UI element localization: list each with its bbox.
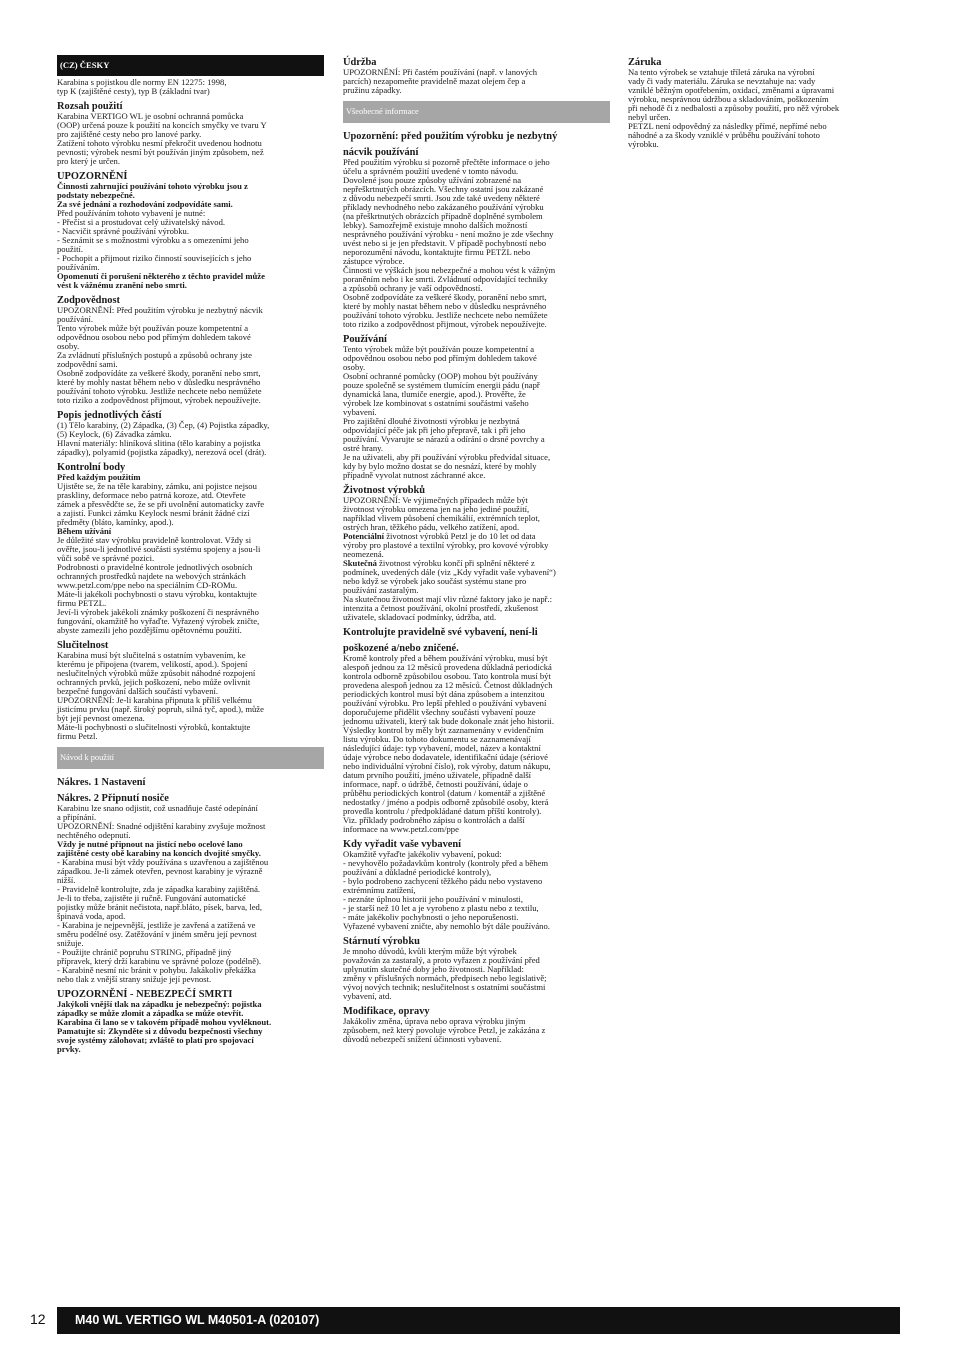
text-line: neomezená.	[343, 549, 384, 559]
text-line: - nevyhovělo požadavkům kontroly (kontroly před a během	[343, 858, 548, 868]
text-line: Podrobnosti o pravidelné kontrole jednotlivých osobních	[57, 562, 253, 572]
text-line: západkou. Je-li zámek otevřen, pevnost karabiny je výrazně	[57, 866, 263, 876]
text-line: typ K (zajištěné cesty), typ B (základní tvar)	[57, 86, 210, 96]
text-line: Činnosti ve výškách jsou nebezpečné a mohou vést k vážným	[343, 265, 556, 275]
text-line: Osobně zodpovídáte za veškeré škody, poranění nebo smrt,	[57, 368, 261, 378]
text-line: snižuje.	[57, 938, 84, 948]
text-line: Zatížení tohoto výrobku nesmí překročit uvedenou hodnotu	[57, 138, 262, 148]
text-line: alespoň jednou za 12 měsíců provedena důkladná periodická	[343, 662, 552, 672]
text-line: být její pevnost omezena.	[57, 713, 145, 723]
text-line: Tento výrobek může být používán pouze kompetentní a	[57, 323, 249, 333]
section-heading: Slučitelnost	[57, 640, 109, 651]
text-line: UPOZORNĚNÍ: Snadné odjištění karabiny zvyšuje možnost	[57, 821, 266, 831]
text-line: směru podélné osy. Zatěžování v jiném směru její pevnost	[57, 929, 257, 939]
text-line: firmu Petzl.	[57, 731, 98, 741]
text-line: odpovědnou osobou nebo pod přímým dohledem takové	[343, 353, 537, 363]
text-line: Vyřazené vybavení zničte, aby nemohlo být dále používáno.	[343, 921, 550, 931]
text-line: Karabina či lano se v takovém případě mohou vyvléknout.	[57, 1017, 272, 1027]
text-line: Jeví-li výrobek jakékoli známky poškození či nesprávného	[57, 607, 259, 617]
text-line: - bylo podrobeno zachycení těžkého pádu nebo vystaveno	[343, 876, 543, 886]
text-line: poraněním nebo i ke smrti. Zvládnutí odpovídající techniky	[343, 274, 548, 284]
section-banner: Návod k použití	[57, 747, 324, 769]
text-line: datum prvního použití, jméno uživatele, případně další	[343, 770, 532, 780]
text-line: nebo když se výrobek jako součást systému stane pro	[343, 576, 527, 586]
text-line: toto riziko a zodpovědnost přijmout, výrobek nepoužívejte.	[57, 395, 261, 405]
text-line: Karabina s pojistkou dle normy EN 12275: 1998,	[57, 77, 227, 87]
text-line: jednomu uživateli, který tak bude dokonale znát jeho historii.	[343, 716, 554, 726]
text-line: nedostatky / jméno a podpis odborně způsobilé osoby, která	[343, 797, 549, 807]
footer-title: M40 WL VERTIGO WL M40501-A (020107)	[75, 1313, 320, 1327]
text-line: jisticímu prvku (např. široký popruh, silná tyč, apod.), může	[57, 704, 264, 714]
text-line: výrobku.	[628, 139, 659, 149]
text-line: používání výrobku. Pro lepší přehled o používání vybavení	[343, 698, 547, 708]
text-line: Hlavní materiály: hliníková slitina (tělo karabiny a pojistka	[57, 438, 261, 448]
text-line: výrobku, nesprávnou údržbou a skladováním, poškozením	[628, 94, 829, 104]
text-line: - Pochopit a přijmout riziko činností souvisejících s jeho	[57, 253, 252, 263]
text-line: uplynutím skutečné doby jeho životnosti. Například:	[343, 964, 524, 974]
text-line: firmu PETZL.	[57, 598, 107, 608]
text-line: ochranných prvků, jejich poškození, nebo může ovlivnit	[57, 677, 251, 687]
text-line: extrémnímu zatížení,	[343, 885, 416, 895]
text-line: prvky.	[57, 1044, 81, 1054]
text-line: průběhu periodických kontrol (datum / komentář a zjištěné	[343, 788, 546, 798]
text-line: - Seznámit se s možnostmi výrobku a s omezeními jeho	[57, 235, 249, 245]
text-line: informace, např. o údržbě, četnosti používání, údaje o	[343, 779, 528, 789]
section-heading: Používání	[343, 334, 387, 345]
text-line: (1) Tělo karabiny, (2) Západka, (3) Čep, (4) Pojistka západky,	[57, 420, 270, 430]
text-line: vést k vážnému zranění nebo smrti.	[57, 280, 187, 290]
section-heading: Údržba	[343, 57, 377, 68]
column-right	[628, 55, 898, 149]
text-line: UPOZORNĚNÍ: Při častém používání (např. v lanových	[343, 67, 538, 77]
section-heading: Upozornění: před použitím výrobku je nezbytný	[343, 131, 558, 142]
column-left	[57, 55, 324, 1054]
text-line: Je důležité stav výrobku pravidelně kontrolovat. Vždy si	[57, 535, 252, 545]
text-line: vůči sobě ve správné pozici.	[57, 553, 155, 563]
text-line: ochranných prostředků najdete na webových stránkách	[57, 571, 246, 581]
text-line: Dovolené jsou pouze způsoby užívání zobrazené na	[343, 175, 522, 185]
text-line: používání tohoto výrobku. Jestliže nechcete nebo nemůžete	[343, 310, 548, 320]
text-run: životnost výrobků Petzl je do 10 let od data	[384, 531, 536, 541]
text-line: používání tohoto výrobku. Jestliže nechcete nebo nemůžete	[57, 386, 262, 396]
section-heading: Záruka	[628, 57, 662, 68]
text-line: Během užívání	[57, 526, 112, 536]
text-line: zodpovědní sami.	[57, 359, 118, 369]
text-line: Na tento výrobek se vztahuje tříletá záruka na výrobní	[628, 67, 815, 77]
text-line: UPOZORNĚNÍ: Před použitím výrobku je nezbytný nácvik	[57, 305, 263, 315]
section-heading: Zodpovědnost	[57, 295, 120, 306]
text-line: Karabina VERTIGO WL je osobní ochranná pomůcka	[57, 111, 244, 121]
column-middle	[343, 55, 610, 1044]
text-line: vybavení.	[343, 407, 377, 417]
text-line: následující údaje: typ vybavení, model, název a kontaktní	[343, 743, 541, 753]
section-heading: Modifikace, opravy	[343, 1006, 430, 1017]
text-line: Vždy je nutné připnout na jistící nebo ocelové lano	[57, 839, 243, 849]
text-line: Osobní ochranné pomůcky (OOP) mohou být používány	[343, 371, 538, 381]
text-line: použití.	[57, 244, 84, 254]
text-line: Ujistěte se, že na těle karabiny, zámku, ani pojistce nejsou	[57, 481, 257, 491]
text-line: důvodů nebezpečí snížení účinnosti vybavení.	[343, 1034, 502, 1044]
text-line: odpovídající péče jak při jeho přepravě, tak i při jeho	[343, 425, 526, 435]
text-line: uvést nebo si je jen představit. V případě pochybností nebo	[343, 238, 547, 248]
text-line: (OOP) určená pouze k použití na koncích smyčky ve tvaru Y	[57, 120, 267, 130]
text-line: vývoj nových technik; neslučitelnost s ostatními součástmi	[343, 982, 546, 992]
text-line: pružinu západky.	[343, 85, 402, 95]
section-heading: Stárnutí výrobku	[343, 936, 420, 947]
text-line: Jakákoliv změna, úprava nebo oprava výrobku jiným	[343, 1016, 526, 1026]
text-line: výrobek lze kombinovat s ostatními součástmi vašeho	[343, 398, 529, 408]
section-heading: Nákres. 2 Připnutí nosiče	[57, 793, 169, 804]
text-run: životnost výrobku končí při splnění některé z	[376, 558, 535, 568]
text-line: kterému je připojena (tvarem, velikostí, apod.). Spojení	[57, 659, 248, 669]
section-heading: Kontrolní body	[57, 462, 126, 473]
text-line: Máte-li jakékoli pochybnosti o stavu výrobku, kontaktujte	[57, 589, 257, 599]
text-line: (5) Keylock, (6) Závadka zámku.	[57, 429, 172, 439]
text-line: svoje systémy zálohovat; zvláště to platí pro spojovací	[57, 1035, 254, 1045]
text-line: které by mohly nastat během nebo v důsledku nesprávného	[343, 301, 547, 311]
text-line: Karabina musí být slučitelná s ostatním vybavením, ke	[57, 650, 246, 660]
text-line: podstaty nebezpečné.	[57, 190, 135, 200]
text-line: životnost výrobku omezena jen na jeho jediné použití,	[343, 504, 530, 514]
text-line: používání.	[57, 314, 94, 324]
text-line: ostré hrany.	[343, 443, 384, 453]
text-line: případně vyvolat nutnost záchranné akce.	[343, 470, 486, 480]
text-line: Je na uživateli, aby při používání výrobku předvídal situace,	[343, 452, 551, 462]
text-line: doporučujeme přidělit všechny součásti vybavení pouze	[343, 707, 536, 717]
text-line: pro zajištěné cesty nebo pro lanové parky.	[57, 129, 202, 139]
section-heading: Životnost výrobků	[343, 485, 426, 496]
text-line: používání. Vyvarujte se nárazů a odírání o drsné povrchy a	[343, 434, 545, 444]
section-heading: nácvik používání	[343, 147, 419, 158]
text-line: UPOZORNĚNÍ: Ve výjimečných případech může být	[343, 495, 528, 505]
text-line: Výsledky kontrol by měly být zaznamenány v evidenčním	[343, 725, 544, 735]
text-line: ostrých hran, těžkého pádu, velkého zatížení, apod.	[343, 522, 520, 532]
text-line: účelu a správném použití uvedené v tomto návodu.	[343, 166, 519, 176]
text-line: listu výrobku. Do tohoto dokumentu se zaznamenávají	[343, 734, 531, 744]
text-line: Pro zajištění dlouhé životnosti výrobku je nezbytná	[343, 416, 520, 426]
text-line: západky se může zlomit a západka se může otevřít.	[57, 1008, 244, 1018]
text-line: - Karabině nesmí nic bránit v pohybu. Jakákoliv překážka	[57, 965, 256, 975]
page-number: 12	[30, 1311, 46, 1327]
text-line: Máte-li pochybnosti o slučitelnosti výrobků, kontaktujte	[57, 722, 251, 732]
language-banner: (CZ) ČESKY	[57, 55, 324, 76]
text-line: Pamatujte si: Zkynděte si z důvodu bezpečnosti všechny	[57, 1026, 263, 1036]
text-line: kdy by bylo možno dostat se do nesnází, které by mohly	[343, 461, 537, 471]
text-line: informace na www.petzl.com/ppe	[343, 824, 459, 834]
text-line: Opomenutí či porušení některého z těchto pravidel může	[57, 271, 265, 281]
text-line: nebyl určen.	[628, 112, 671, 122]
bold-term: Potenciální	[343, 531, 385, 541]
text-line: Tento výrobek může být používán pouze kompetentní a	[343, 344, 535, 354]
text-line: způsobem, než který povoluje výrobce Petzl, je zakázána z	[343, 1025, 546, 1035]
text-line: změny v příslušných normách, předpisech nebo legislativě;	[343, 973, 547, 983]
text-line: - Karabina je nejpevnější, jestliže je zavřená a zatížená ve	[57, 920, 256, 930]
text-line: kontrola odborně způsobilou osobou. Tato kontrola musí být	[343, 671, 551, 681]
footer-bar	[57, 1307, 900, 1334]
text-line: UPOZORNĚNÍ: Je-li karabina připnuta k příliš velkému	[57, 695, 252, 705]
bold-term: Skutečná	[343, 558, 377, 568]
section-heading: poškozené a/nebo zničené.	[343, 643, 459, 654]
text-line: intenzita a četnost používání, okolní prostředí, zkušenost	[343, 603, 539, 613]
text-line: výroby pro plastové a textilní výrobky, pro kovové výrobky	[343, 540, 549, 550]
text-line: - neznáte úplnou historii jeho používání v minulosti,	[343, 894, 523, 904]
text-line: provedena alespoň jednou za 12 měsíců. Četnost důkladných	[343, 680, 553, 690]
text-line: západky), polyamid (pojistka západky), nerezová ocel (drát).	[57, 447, 267, 457]
section-heading: UPOZORNĚNÍ	[57, 171, 128, 182]
text-line: Osobně zodpovídáte za veškeré škody, poranění nebo smrt,	[343, 292, 547, 302]
text-line: Jakýkoli vnější tlak na západku je nebezpečný: pojistka	[57, 999, 262, 1009]
text-line: - Nacvičit správné používání výrobku.	[57, 226, 189, 236]
text-line: pevnosti; výrobek nesmí být používán jiným způsobem, než	[57, 147, 264, 157]
text-line: zámek a přesvědčte se, že se při uvolnění automaticky zavře	[57, 499, 265, 509]
text-line: podmínek, uvedených dále (viz „Kdy vyřadit vaše vybavení“)	[343, 567, 556, 577]
text-line: - Pravidelně kontrolujte, zda je západka karabiny zajištěná.	[57, 884, 261, 894]
text-line: Viz. příklady podrobného zápisu o kontrolách a další	[343, 815, 525, 825]
section-heading: Popis jednotlivých částí	[57, 410, 162, 421]
section-heading: UPOZORNĚNÍ - NEBEZPEČÍ SMRTI	[57, 989, 233, 1000]
text-line: www.petzl.com/ppe nebo na speciálním CD-ROMu.	[57, 580, 238, 590]
text-line: Na skutečnou životnost mají vliv různé faktory jako je např.:	[343, 594, 553, 604]
text-line: lebky). Samozřejmě existuje mnoho dalších možností	[343, 220, 528, 230]
text-line: zajištěné cesty obě karabiny na koncích dvojité smyčky.	[57, 848, 261, 858]
text-line: osoby.	[57, 341, 80, 351]
text-line: pro který je určen.	[57, 156, 120, 166]
text-line: považován za zastaralý, a proto vyřazen z používání před	[343, 955, 540, 965]
text-line: Za zvládnutí příslušných postupů a způsobů ochrany jste	[57, 350, 252, 360]
text-line: praskliny, deformace nebo patrná koroze, atd. Otevřete	[57, 490, 246, 500]
text-line: a zajistí. Funkci zámku Keylock nesmí bránit žádné cizí	[57, 508, 250, 518]
text-line: odpovědnou osobou nebo pod přímým dohledem takové	[57, 332, 251, 342]
text-line: Za své jednání a rozhodování zodpovídáte sami.	[57, 199, 233, 209]
text-line: PETZL není odpovědný za následky přímé, nepřímé nebo	[628, 121, 827, 131]
text-line: nechtěného odepnutí.	[57, 830, 131, 840]
text-line: Okamžitě vyřaďte jakékoliv vybavení, pokud:	[343, 849, 502, 859]
text-line: Před používáním tohoto vybavení je nutné:	[57, 208, 206, 218]
text-line: - máte jakékoliv pochybnosti o jeho neporušenosti.	[343, 912, 519, 922]
text-line: používání a důkladné periodické kontroly),	[343, 867, 492, 877]
text-line: špinavá voda, apod.	[57, 911, 126, 921]
text-line: používáním.	[57, 262, 100, 272]
text-line: Je-li to třeba, zajistěte ji ručně. Fungování automatické	[57, 893, 246, 903]
text-line: nebo individuální výrobní číslo), rok výroby, datum nákupu,	[343, 761, 551, 771]
text-line: například vlivem působení chemikálií, extrémních teplot,	[343, 513, 540, 523]
text-line: parcích) nezapomeňte pravidelně mazat olejem čep a	[343, 76, 526, 86]
text-line: abyste zamezili jeho pozdějšímu opětovnému použití.	[57, 625, 242, 635]
text-line: nepřeškrtnutých obrázcích. Všechny ostatní jsou zakázané	[343, 184, 544, 194]
text-line: předměty (bláto, kamínky, apod.).	[57, 517, 174, 527]
text-line: Činnosti zahrnující používání tohoto výrobku jsou z	[57, 181, 248, 191]
text-line: vybavení, atd.	[343, 991, 392, 1001]
text-line: nesprávného používání výrobku - není možno je zde všechny	[343, 229, 554, 239]
section-heading: Rozsah použití	[57, 101, 123, 112]
text-line: přípravek, který drží karabinu ve správné poloze (podélně).	[57, 956, 262, 966]
text-line: - Přečíst si a prostudovat celý uživatelský návod.	[57, 217, 226, 227]
text-line: údaje výrobce nebo dodavatele, identifikační údaje (sériové	[343, 752, 548, 762]
text-line: provedla kontrolu / předpokládané datum příští kontroly).	[343, 806, 542, 816]
section-heading: Nákres. 1 Nastavení	[57, 777, 146, 788]
text-line: pojistky může bránit nečistota, např.bláto, písek, barva, led,	[57, 902, 262, 912]
text-line: Kromě kontroly před a během používání výrobku, musí být	[343, 653, 548, 663]
text-line: které by mohly nastat během nebo v důsledku nesprávného	[57, 377, 261, 387]
text-line: periodických kontrol musí být dána způsobem a intenzitou	[343, 689, 545, 699]
text-line: při nehodě či z nedbalosti a způsoby použití, pro něž výrobek	[628, 103, 840, 113]
text-line: - Použijte chránič popruhu STRING, případně jiný	[57, 947, 232, 957]
text-line: nižší.	[57, 875, 76, 885]
text-line: nebo tlak z vnější strany snižuje její pevnost.	[57, 974, 212, 984]
section-banner: Všeobecné informace	[343, 101, 610, 123]
text-line: náhodné a za škody vzniklé v průběhu používání tohoto	[628, 130, 820, 140]
text-line: uživatele, skladovací podmínky, údržba, atd.	[343, 612, 497, 622]
text-line: vady či vady materiálu. Záruka se nevztahuje na: vady	[628, 76, 816, 86]
text-line: příklady nevhodného nebo zakázaného používání výrobku	[343, 202, 544, 212]
text-line: z důvodu nebezpečí smrti. Jsou zde také uvedeny některé	[343, 193, 540, 203]
text-line: zástupce výrobce.	[343, 256, 405, 266]
text-line: a způsobů ochrany je vaší odpovědností.	[343, 283, 483, 293]
text-line: neporozumění návodu, kontaktujte firmu PETZL nebo	[343, 247, 531, 257]
text-line: fungování, okamžitě ho vyřaďte. Vyřazený výrobek zničte,	[57, 616, 260, 626]
text-line: Před každým použitím	[57, 472, 141, 482]
text-line: ověřte, jsou-li jednotlivé součásti systému spojeny a jsou-li	[57, 544, 261, 554]
text-line: vzniklé běžným opotřebením, oxidací, změnami a úpravami	[628, 85, 835, 95]
text-line: Před použitím výrobku si pozorně přečtěte informace o jeho	[343, 157, 550, 167]
section-heading: Kontrolujte pravidelně své vybavení, není-li	[343, 627, 538, 638]
text-line: pouze společně se systémem tlumícím energii pádu (např	[343, 380, 540, 390]
text-line: - Karabina musí být vždy používána s uzavřenou a zajištěnou	[57, 857, 269, 867]
text-line: Karabinu lze snano odjistit, což usnadňuje časté odepínání	[57, 803, 258, 813]
text-line: osoby.	[343, 362, 366, 372]
text-line: používání zastaralým.	[343, 585, 419, 595]
text-line: Je mnoho důvodů, kvůli kterým může být výrobek	[343, 946, 517, 956]
text-line: - je starší než 10 let a je vyrobeno z plastu nebo z textilu,	[343, 903, 539, 913]
text-line: dynamická lana, tlumiče energie, apod.). Prověřte, že	[343, 389, 526, 399]
text-line: neslučitelných výrobků může způsobit náhodné rozpojení	[57, 668, 256, 678]
text-line: a připínání.	[57, 812, 97, 822]
text-line: bezpečné fungování dalších součástí vybavení.	[57, 686, 219, 696]
text-line: toto riziko a zodpovědnost přijmout, výrobek nepoužívejte.	[343, 319, 547, 329]
section-heading: Kdy vyřadit vaše vybavení	[343, 839, 462, 850]
text-line: (na přeškrtnutých obrázcích případně doplněné symbolem	[343, 211, 543, 221]
